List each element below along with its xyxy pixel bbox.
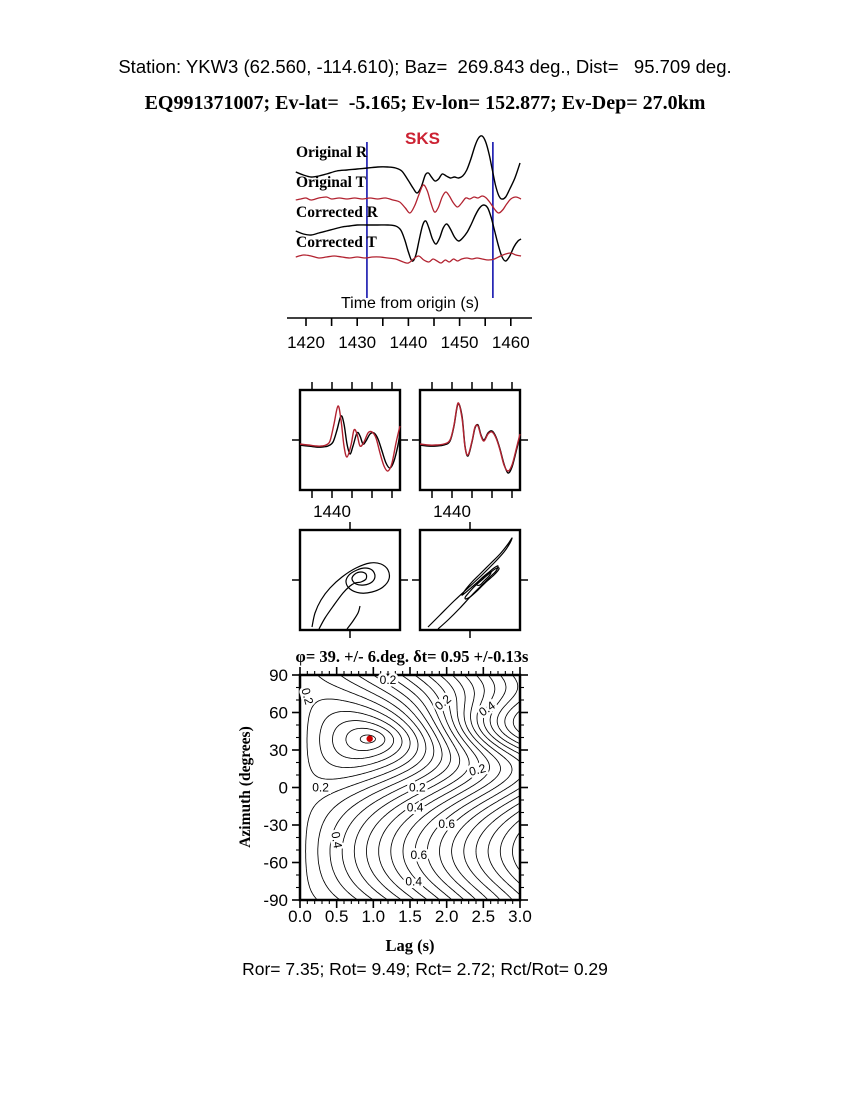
- lag-tick-label: 1.0: [361, 907, 386, 926]
- pair-trace-black: [300, 416, 400, 468]
- splitting-result-title: φ= 39. +/- 6.deg. δt= 0.95 +/-0.13s: [295, 647, 529, 666]
- contour-value-label: 0.4: [476, 698, 498, 720]
- azimuth-tick-label: -60: [263, 853, 288, 873]
- lag-tick-label: 2.5: [471, 907, 496, 926]
- best-fit-marker: [366, 736, 372, 742]
- lag-tick-label: 0.5: [324, 907, 349, 926]
- pair-trace-red: [420, 403, 520, 471]
- azimuth-axis-label: Azimuth (degrees): [237, 726, 254, 848]
- particle-motion-box: [420, 530, 520, 630]
- pair-panel-box: [420, 390, 520, 490]
- trace-corrected-t: [296, 253, 521, 263]
- trace-label-original-r: Original R: [296, 144, 368, 161]
- pair-tick-label: 1440: [313, 502, 351, 521]
- station-header: Station: YKW3 (62.560, -114.610); Baz= 269.843 deg., Dist= 95.709 deg.: [118, 56, 732, 77]
- trace-label-corrected-r: Corrected R: [296, 204, 378, 221]
- contour-value-label: 0.2: [408, 780, 426, 795]
- time-tick-label: 1460: [491, 333, 530, 352]
- particle-motion-canvas: [280, 515, 550, 655]
- azimuth-tick-label: -30: [263, 816, 288, 835]
- energy-stats-line: Ror= 7.35; Rot= 9.49; Rct= 2.72; Rct/Rot= 0.29: [242, 959, 608, 979]
- pair-trace-black: [420, 404, 520, 473]
- time-tick-label: 1440: [389, 333, 428, 352]
- contour-value-label: 0.2: [298, 686, 317, 707]
- contour-value-label: 0.4: [405, 874, 423, 889]
- contour-value-label: 0.4: [406, 800, 424, 815]
- azimuth-tick-label: 90: [269, 666, 288, 685]
- time-axis-title: Time from origin (s): [340, 295, 480, 312]
- azimuth-tick-label: 30: [269, 741, 288, 760]
- phase-label-sks: SKS: [405, 129, 440, 148]
- pair-panels-canvas: [280, 375, 540, 525]
- contour-value-label: 0.2: [467, 761, 488, 779]
- particle-motion-path: [347, 606, 360, 629]
- lag-tick-label: 2.0: [434, 907, 459, 926]
- azimuth-tick-label: 60: [269, 703, 288, 723]
- trace-label-corrected-t: Corrected T: [296, 234, 377, 251]
- time-tick-label: 1420: [287, 333, 325, 352]
- contour-value-label: 0.6: [410, 848, 428, 862]
- contour-value-label: 0.2: [379, 673, 397, 687]
- particle-motion-path: [428, 538, 512, 629]
- contour-canvas: [230, 640, 590, 940]
- pair-tick-label: 1440: [433, 502, 471, 521]
- pair-panel-box: [300, 390, 400, 490]
- azimuth-tick-label: -90: [263, 891, 288, 910]
- azimuth-tick-label: 0: [278, 778, 288, 798]
- contour-value-label: 0.4: [328, 830, 346, 850]
- contour-value-label: 0.2: [312, 780, 329, 795]
- contour-value-label: 0.6: [438, 816, 456, 831]
- trace-label-original-t: Original T: [296, 174, 366, 191]
- lag-tick-label: 3.0: [508, 907, 532, 926]
- time-tick-label: 1430: [338, 333, 377, 352]
- particle-motion-path: [312, 563, 389, 629]
- lag-tick-label: 1.5: [398, 907, 422, 926]
- time-tick-label: 1450: [440, 333, 479, 352]
- event-header: EQ991371007; Ev-lat= -5.165; Ev-lon= 152.877; Ev-Dep= 27.0km: [144, 92, 706, 114]
- lag-axis-label: Lag (s): [385, 936, 435, 955]
- lag-tick-label: 0.0: [288, 907, 312, 926]
- contour-value-label: 0.2: [432, 691, 454, 714]
